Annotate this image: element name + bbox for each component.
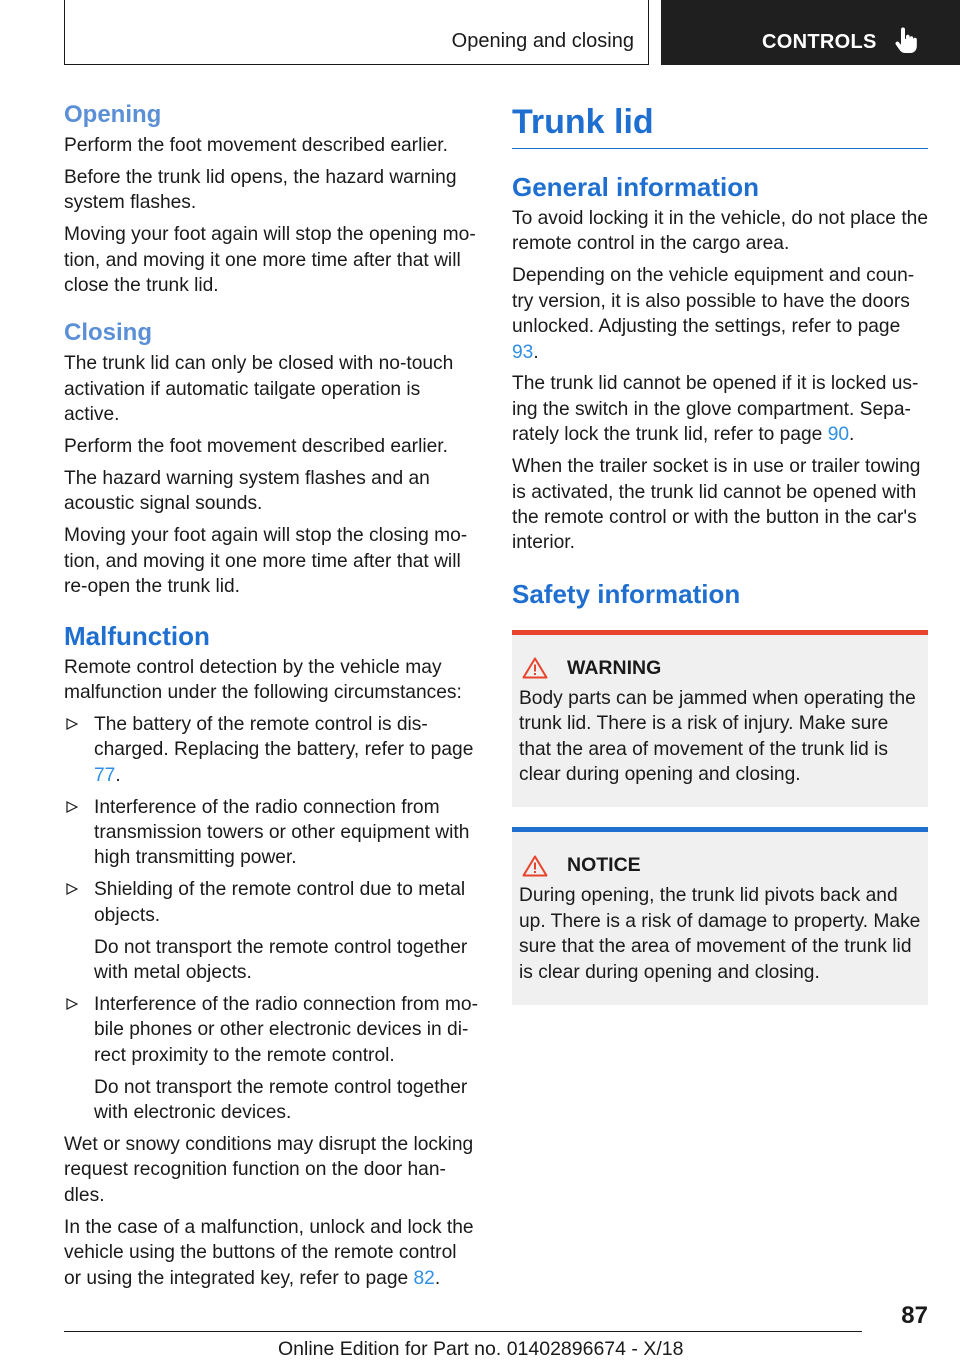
general-information-heading: General information — [512, 172, 760, 202]
footer-rule — [64, 1331, 862, 1332]
malfunction-paragraph: In the case of a malfunction, unlock and lock the vehicle using the buttons of the remote control or using the integrated key, refer to page 82. — [64, 1216, 474, 1289]
opening-paragraph: Before the trunk lid opens, the hazard warning system flashes. — [64, 166, 457, 214]
malfunction-heading: Malfunction — [64, 620, 210, 651]
closing-heading: Closing — [64, 319, 152, 347]
closing-paragraph: Perform the foot movement described earlier. — [64, 436, 448, 458]
header-section-title: Opening and closing — [451, 30, 634, 52]
malfunction-list — [64, 712, 478, 1126]
footer-edition: Online Edition for Part no. 01402896674 - X/18 — [278, 1338, 684, 1360]
left-column — [64, 100, 478, 1297]
header-chapter-title: CONTROLS — [762, 31, 877, 53]
list-item — [64, 877, 478, 985]
malfunction-intro: Remote control detection by the vehicle may malfunction under the following circumstances: — [64, 656, 462, 703]
general-paragraph: The trunk lid cannot be opened if it is locked using the switch in the glove compartment. Separately lock the trunk lid, refer to page 90. — [512, 373, 919, 446]
general-paragraph: When the trailer socket is in use or trailer towing is activated, the trunk lid cannot be opened with the remote control or with the button in the car's interior. — [512, 456, 921, 554]
malfunction-paragraph: Wet or snowy conditions may disrupt the locking request recognition function on the door handles. — [64, 1134, 474, 1206]
triangle-bullet-icon — [66, 801, 78, 813]
notice-box — [512, 827, 928, 1005]
closing-paragraph: The trunk lid can only be closed with no-touch activation if automatic tailgate operation is active. — [64, 353, 454, 426]
list-item: The battery of the remote control is discharged. Replacing the battery, refer to page 77. — [64, 712, 478, 788]
list-item-note: Do not transport the remote control together with metal objects. — [94, 936, 468, 984]
list-item-text: Interference of the radio connection from mobile phones or other electronic devices in direct proximity to the remote control. — [94, 993, 478, 1066]
general-paragraph: To avoid locking it in the vehicle, do not place the remote control in the cargo area. — [512, 208, 928, 255]
right-column — [512, 100, 928, 1025]
header-chapter-tab — [661, 0, 960, 65]
list-item — [64, 795, 478, 871]
notice-header — [519, 854, 921, 877]
pointing-hand-icon — [894, 27, 920, 55]
header-section-tab — [64, 0, 649, 65]
triangle-bullet-icon — [66, 998, 78, 1010]
page-link[interactable]: 82 — [413, 1267, 435, 1289]
warning-triangle-icon — [522, 657, 548, 679]
opening-paragraph: Moving your foot again will stop the opening motion, and moving it one more time after that will close the trunk lid. — [64, 224, 476, 297]
page-link[interactable]: 90 — [827, 424, 850, 446]
triangle-bullet-icon — [66, 718, 78, 730]
warning-header — [519, 657, 921, 680]
page-number: 87 — [901, 1302, 928, 1329]
list-item-note: Do not transport the remote control together with electronic devices. — [94, 1076, 468, 1124]
trunk-lid-heading: Trunk lid — [512, 100, 928, 149]
page-link[interactable]: 77 — [94, 764, 116, 786]
notice-triangle-icon — [522, 855, 548, 877]
warning-text: Body parts can be jammed when operating the trunk lid. There is a risk of injury. Make sure that the area of movement of the trunk lid is clear during opening and closing. — [519, 687, 916, 785]
opening-heading: Opening — [64, 101, 162, 128]
list-item-text: Interference of the radio connection from transmission towers or other equipment with high transmitting power. — [94, 796, 470, 869]
triangle-bullet-icon — [66, 883, 78, 895]
notice-text: During opening, the trunk lid pivots back and up. There is a risk of damage to property. Make sure that the area of movement of the trunk lid is clear during opening and closing. — [519, 885, 921, 983]
list-item-text: Shielding of the remote control due to metal objects. — [94, 879, 466, 926]
warning-box — [512, 630, 928, 808]
opening-paragraph: Perform the foot movement described earlier. — [64, 135, 448, 156]
general-paragraph: Depending on the vehicle equipment and country version, it is also possible to have the doors unlocked. Adjusting the settings, refer to page 93. — [512, 265, 915, 363]
list-item-text: The battery of the remote control is discharged. Replacing the battery, refer to page — [94, 713, 474, 761]
closing-paragraph: The hazard warning system flashes and an acoustic signal sounds. — [64, 468, 430, 515]
page-link[interactable]: 93 — [512, 341, 534, 363]
closing-paragraph: Moving your foot again will stop the closing motion, and moving it one more time after that will re-open the trunk lid. — [64, 525, 468, 598]
warning-label: WARNING — [567, 656, 662, 679]
safety-information-heading: Safety information — [512, 578, 741, 609]
list-item — [64, 992, 478, 1126]
notice-label: NOTICE — [567, 854, 641, 877]
